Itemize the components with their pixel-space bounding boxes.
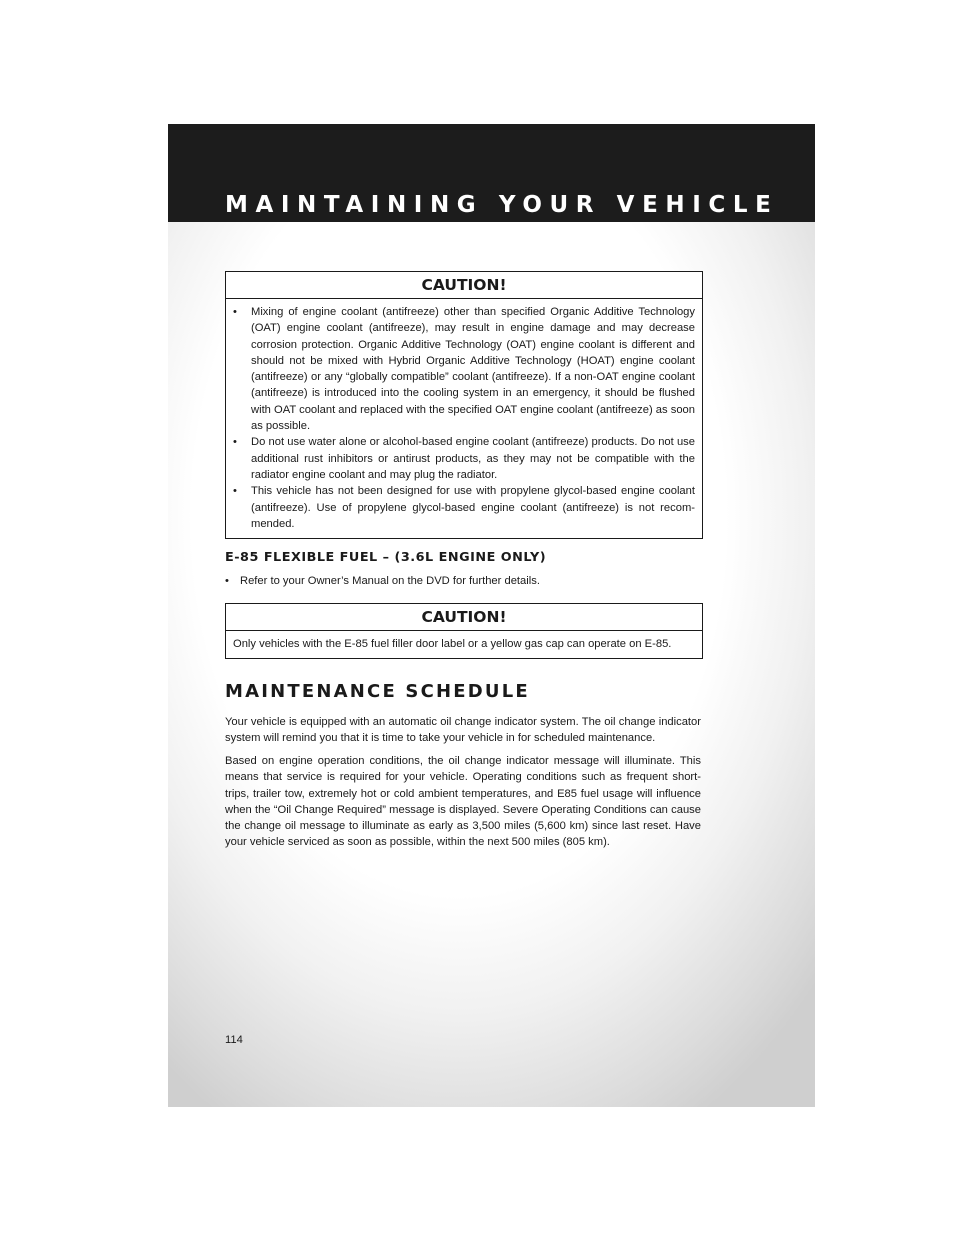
caution-box-e85: [225, 603, 703, 659]
caution-text: Only vehicles with the E-85 fuel filler door label or a yellow gas cap can operate on E-85.: [233, 638, 672, 650]
section-heading-maintenance: MAINTENANCE SCHEDULE: [225, 681, 530, 702]
caution-body: [226, 299, 702, 538]
caution-bullet-item: • This vehicle has not been designed for use with propylene glycol-based engine coolant (antifreeze). Use of propylene glycol-based engine coolant (antifreeze) is not recom-mended.: [233, 485, 695, 530]
caution-bullet-list: [233, 304, 695, 532]
bullet-icon: •: [233, 436, 237, 449]
manual-page: [168, 124, 815, 1107]
page-header-bar: [168, 124, 815, 222]
caution-bullet-item: • Mixing of engine coolant (antifreeze) other than specified Organic Additive Technology (OAT) engine coolant (antifreeze), may result in engine damage and may decrease corrosion protection. Organic Additive Technology (OAT) engine coolant is different and should not be mixed with Hybrid Organic Additive Technology (HOAT) engine coolant (antifreeze) or any “globally compatible” coolant (antifreeze). If a non-OAT engine coolant (antifreeze) is introduced into the cooling system in an emergency, it should be flushed with OAT coolant and replaced with the specified OAT engine coolant (antifreeze) as soon as possible.: [233, 306, 695, 433]
caution-bullet-item: • Do not use water alone or alcohol-based engine coolant (antifreeze) products. Do not use additional rust inhibitors or antirust products, as they may not be compatible with the radiator engine coolant and may plug the radiator.: [233, 436, 695, 481]
body-paragraph: Your vehicle is equipped with an automatic oil change indicator system. The oil change indicator system will remind you that it is time to take your vehicle in for scheduled maintenance.: [225, 716, 701, 745]
bullet-icon: •: [233, 485, 237, 498]
caution-title: CAUTION!: [226, 604, 702, 631]
caution-box-coolant: [225, 271, 703, 539]
e85-heading: E-85 FLEXIBLE FUEL – (3.6L ENGINE ONLY): [225, 550, 547, 565]
page-number: 114: [225, 1034, 243, 1046]
chapter-title: MAINTAINING YOUR VEHICLE: [225, 192, 779, 218]
caution-title: CAUTION!: [226, 272, 702, 299]
bullet-icon: •: [225, 575, 229, 587]
bullet-icon: •: [233, 306, 237, 318]
caution-body: [226, 631, 702, 658]
body-paragraph: Based on engine operation conditions, the oil change indicator message will illuminate. This means that service is required for your vehicle. Operating conditions such as frequent short-trips, trailer tow, extremely hot or cold ambient temperatures, and E85 fuel usage will influence when the “Oil Change Required” message is displayed. Severe Operating Conditions can cause the change oil message to illuminate as early as 3,500 miles (5,600 km) since last reset. Have your vehicle serviced as soon as possible, within the next 500 miles (805 km).: [225, 755, 701, 849]
e85-bullet: • Refer to your Owner’s Manual on the DVD for further details.: [225, 575, 540, 587]
